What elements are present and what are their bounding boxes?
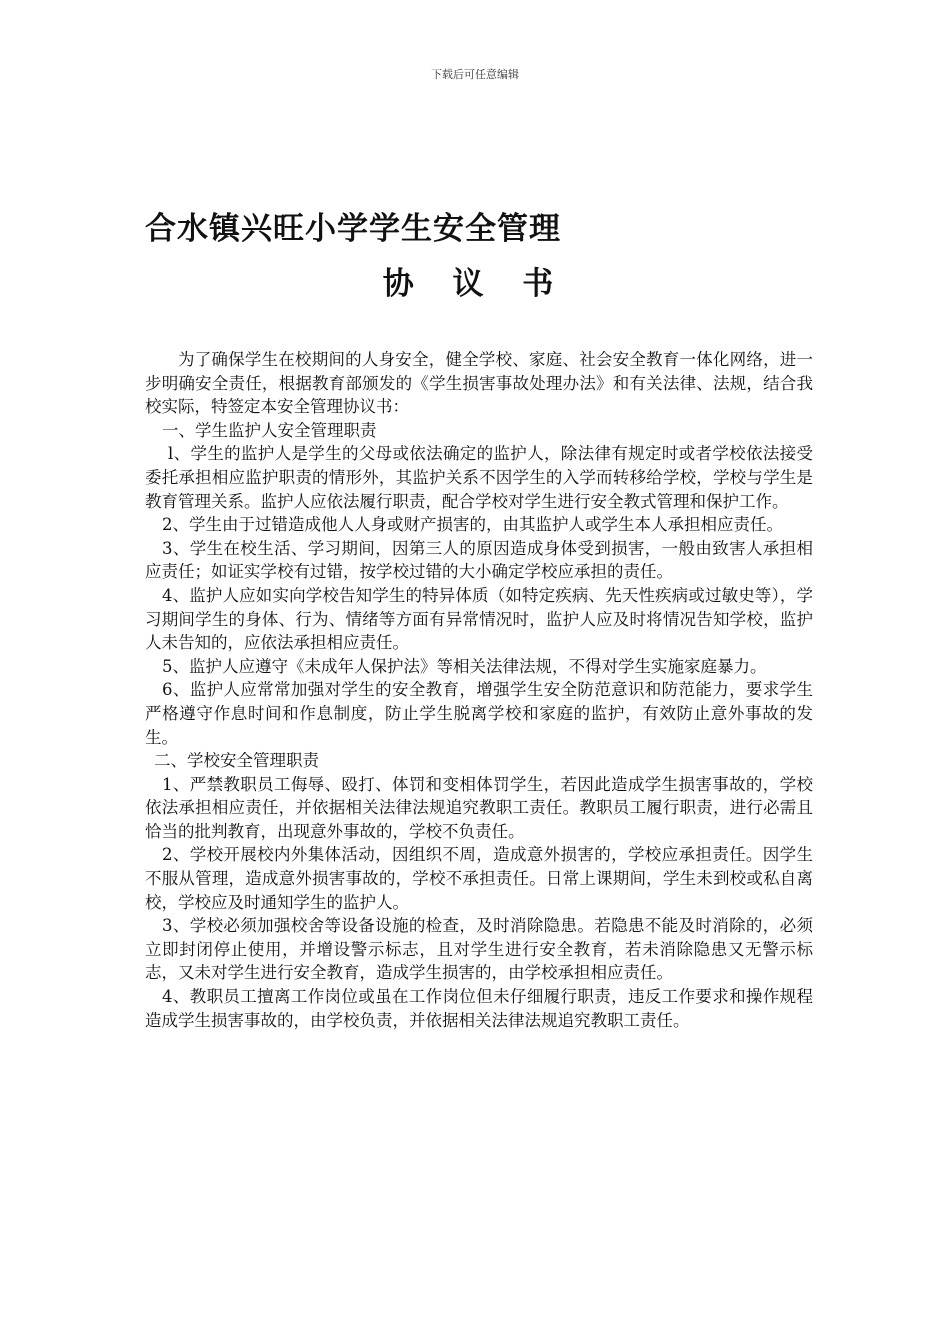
section1-item-5: 5、监护人应遵守《未成年人保护法》等相关法律法规，不得对学生实施家庭暴力。 [162,656,767,676]
section1-item-2: 2、学生由于过错造成他人人身或财产损害的，由其监护人或学生本人承担相应责任。 [162,515,783,535]
section-heading: 二、学校安全管理职责 [154,751,319,771]
document-title: 合水镇兴旺小学学生安全管理 [145,211,561,247]
section1-item-1: l、学生的监护人是学生的父母或依法确定的监护人，除法律有规定时或者学校依法接受委托承担相应监护职责的情形外，其监护关系不因学生的入学而转移给学校，学校与学生是教育管理关系。监护人应依法履行职责，配合学校对学生进行安全教式管理和保护工作。 [145,444,813,511]
section1-item-3: 3、学生在校生活、学习期间，因第三人的原因造成身体受到损害，一般由致害人承担相应责任；如证实学校有过错，按学校过错的大小确定学校应承担的责任。 [145,538,813,582]
section2-item-4: 4、教职员工擅离工作岗位或虽在工作岗位但未仔细履行职责，违反工作要求和操作规程造成学生损害事故的，由学校负责，并依据相关法律法规追究教职工责任。 [145,987,813,1030]
document-body [145,348,813,1032]
section-heading: 一、学生监护人安全管理职责 [162,420,377,440]
page-header-note: 下载后可任意编辑 [431,68,519,81]
section1-item-4: 4、监护人应如实向学校告知学生的特异体质（如特定疾病、先天性疾病或过敏史等），学习期间学生的身体、行为、情绪等方面有异常情况时，监护人应及时将情况告知学校，监护人未告知的，应依法承担相应责任。 [145,585,813,653]
section2-item-3: 3、学校必须加强校舍等设备设施的检查，及时消除隐患。若隐患不能及时消除的，必须立即封闭停止使用，并增设警示标志，且对学生进行安全教育，若未消除隐患又无警示标志，又未对学生进行安全教育，造成学生损害的，由学校承担相应责任。 [145,916,813,983]
intro-paragraph: 为了确保学生在校期间的人身安全，健全学校、家庭、社会安全教育一体化网络，进一步明确安全责任，根据教育部颁发的《学生损害事故处理办法》和有关法律、法规，结合我校实际，特签定本安全管理协议书： [145,350,813,417]
section1-item-6: 6、监护人应常常加强对学生的安全教育，增强学生安全防范意识和防范能力，要求学生严格遵守作息时间和作息制度，防止学生脱离学校和家庭的监护，有效防止意外事故的发生。 [145,680,813,747]
section2-item-2: 2、学校开展校内外集体活动，因组织不周，造成意外损害的，学校应承担责任。因学生不服从管理，造成意外损害事故的，学校不承担责任。日常上课期间，学生未到校或私自离校，学校应及时通知学生的监护人。 [145,845,813,912]
section2-item-1: 1、严禁教职员工侮辱、殴打、体罚和变相体罚学生，若因此造成学生损害事故的，学校依法承担相应责任，并依据相关法律法规追究教职工责任。教职员工履行职责，进行必需且恰当的批判教育，出现意外事故的，学校不负责任。 [145,774,813,841]
document-subtitle: 协 议 书 [382,266,568,302]
